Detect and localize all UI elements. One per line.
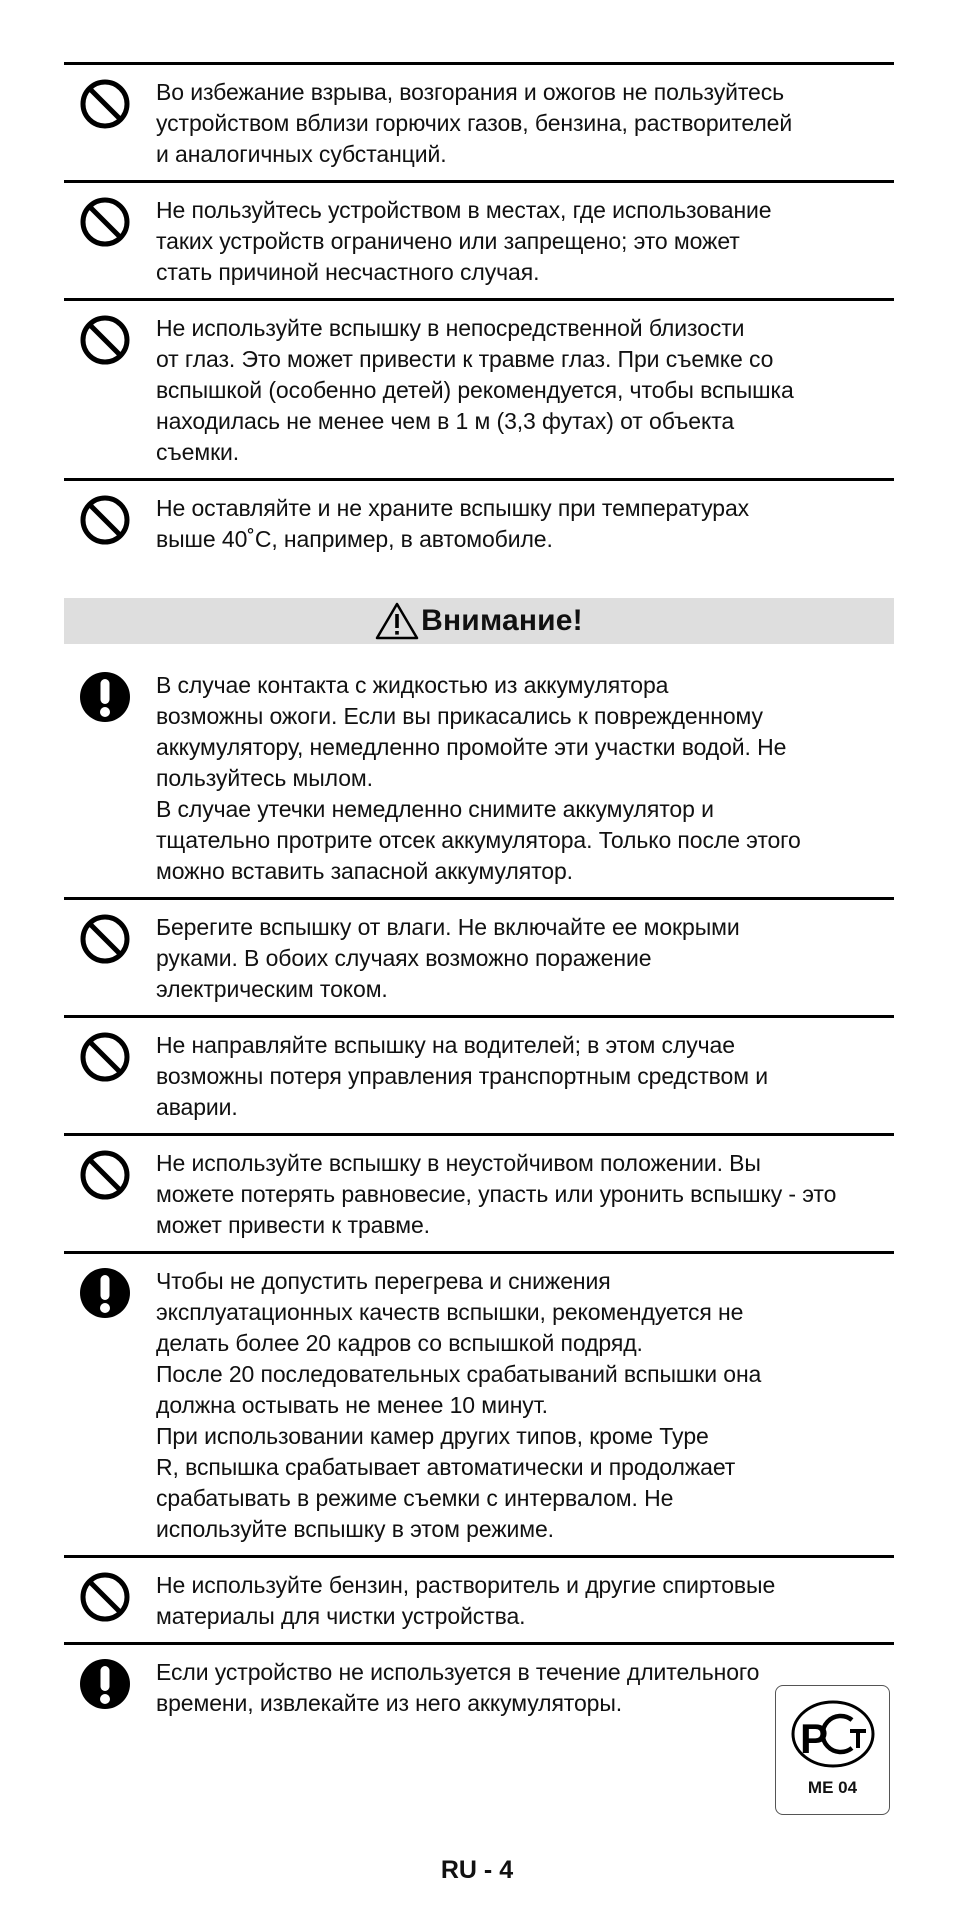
warning-text: Не используйте вспышку в непосредственной близости от глаз. Это может привести к травме глаз. При съемке со вспышкой (особенно детей) рекомендуется, чтобы вспышка находилась не менее чем в 1 м (3,3 футах) от объекта съемки. <box>156 315 794 465</box>
caution-text: Не используйте вспышку в неустойчивом положении. Вы можете потерять равновесие, упасть или уронить вспышку - это может привести к травме. <box>156 1150 837 1238</box>
caution-header <box>64 598 894 644</box>
caution-item <box>64 670 894 897</box>
prohibited-icon <box>78 77 132 131</box>
caution-item <box>64 897 894 1015</box>
mandatory-icon <box>78 1657 132 1711</box>
warning-item <box>64 478 894 565</box>
warning-text: Не оставляйте и не храните вспышку при температурах выше 40˚С, например, в автомобиле. <box>156 495 750 552</box>
prohibited-icon <box>78 1030 132 1084</box>
caution-item <box>64 1015 894 1133</box>
warning-item <box>64 180 894 298</box>
warning-triangle-icon <box>375 602 419 640</box>
caution-item <box>64 1642 894 1729</box>
mandatory-icon <box>78 1266 132 1320</box>
caution-item <box>64 1133 894 1251</box>
mandatory-icon <box>78 670 132 724</box>
prohibited-icon <box>78 313 132 367</box>
caution-text: Не направляйте вспышку на водителей; в этом случае возможны потеря управления транспортным средством и аварии. <box>156 1032 768 1120</box>
warning-text: Во избежание взрыва, возгорания и ожогов не пользуйтесь устройством вблизи горючих газов, бензина, растворителей и аналогичных субстанций. <box>156 79 793 167</box>
pct-logo-icon <box>790 1698 876 1774</box>
caution-item <box>64 1555 894 1642</box>
caution-text: В случае контакта с жидкостью из аккумулятора возможны ожоги. Если вы прикасались к поврежденному аккумулятору, немедленно промойте эти участки водой. Не пользуйтесь мылом. В случае утечки немедленно снимите аккумулятор и тщательно протрите отсек аккумулятора. Только после этого можно вставить запасной аккумулятор. <box>156 672 801 884</box>
warnings-section <box>64 62 894 565</box>
page-number: RU - 4 <box>440 1856 514 1884</box>
caution-title: Внимание! <box>421 604 583 637</box>
prohibited-icon <box>78 912 132 966</box>
warning-item <box>64 298 894 478</box>
prohibited-icon <box>78 195 132 249</box>
caution-text: Чтобы не допустить перегрева и снижения эксплуатационных качеств вспышки, рекомендуется не делать более 20 кадров со вспышкой подряд. После 20 последовательных срабатываний вспышки она должна остывать не менее 10 минут. При использовании камер других типов, кроме Type R, вспышка срабатывает автоматически и продолжает срабатывать в режиме съемки с интервалом. Не используйте вспышку в этом режиме. <box>156 1268 762 1542</box>
prohibited-icon <box>78 1148 132 1202</box>
caution-text: Если устройство не используется в течение длительного времени, извлекайте из него аккумуляторы. <box>156 1659 760 1716</box>
cautions-section <box>64 670 894 1729</box>
certification-code: ME 04 <box>807 1778 858 1797</box>
caution-item <box>64 1251 894 1555</box>
prohibited-icon <box>78 1570 132 1624</box>
prohibited-icon <box>78 493 132 547</box>
caution-text: Не используйте бензин, растворитель и другие спиртовые материалы для чистки устройства. <box>156 1572 776 1629</box>
warning-text: Не пользуйтесь устройством в местах, где использование таких устройств ограничено или запрещено; это может стать причиной несчастного случая. <box>156 197 772 285</box>
caution-text: Берегите вспышку от влаги. Не включайте ее мокрыми руками. В обоих случаях возможно поражение электрическим током. <box>156 914 740 1002</box>
svg-text:P: P <box>800 1715 829 1762</box>
certification-mark <box>775 1685 890 1815</box>
warning-item <box>64 62 894 180</box>
